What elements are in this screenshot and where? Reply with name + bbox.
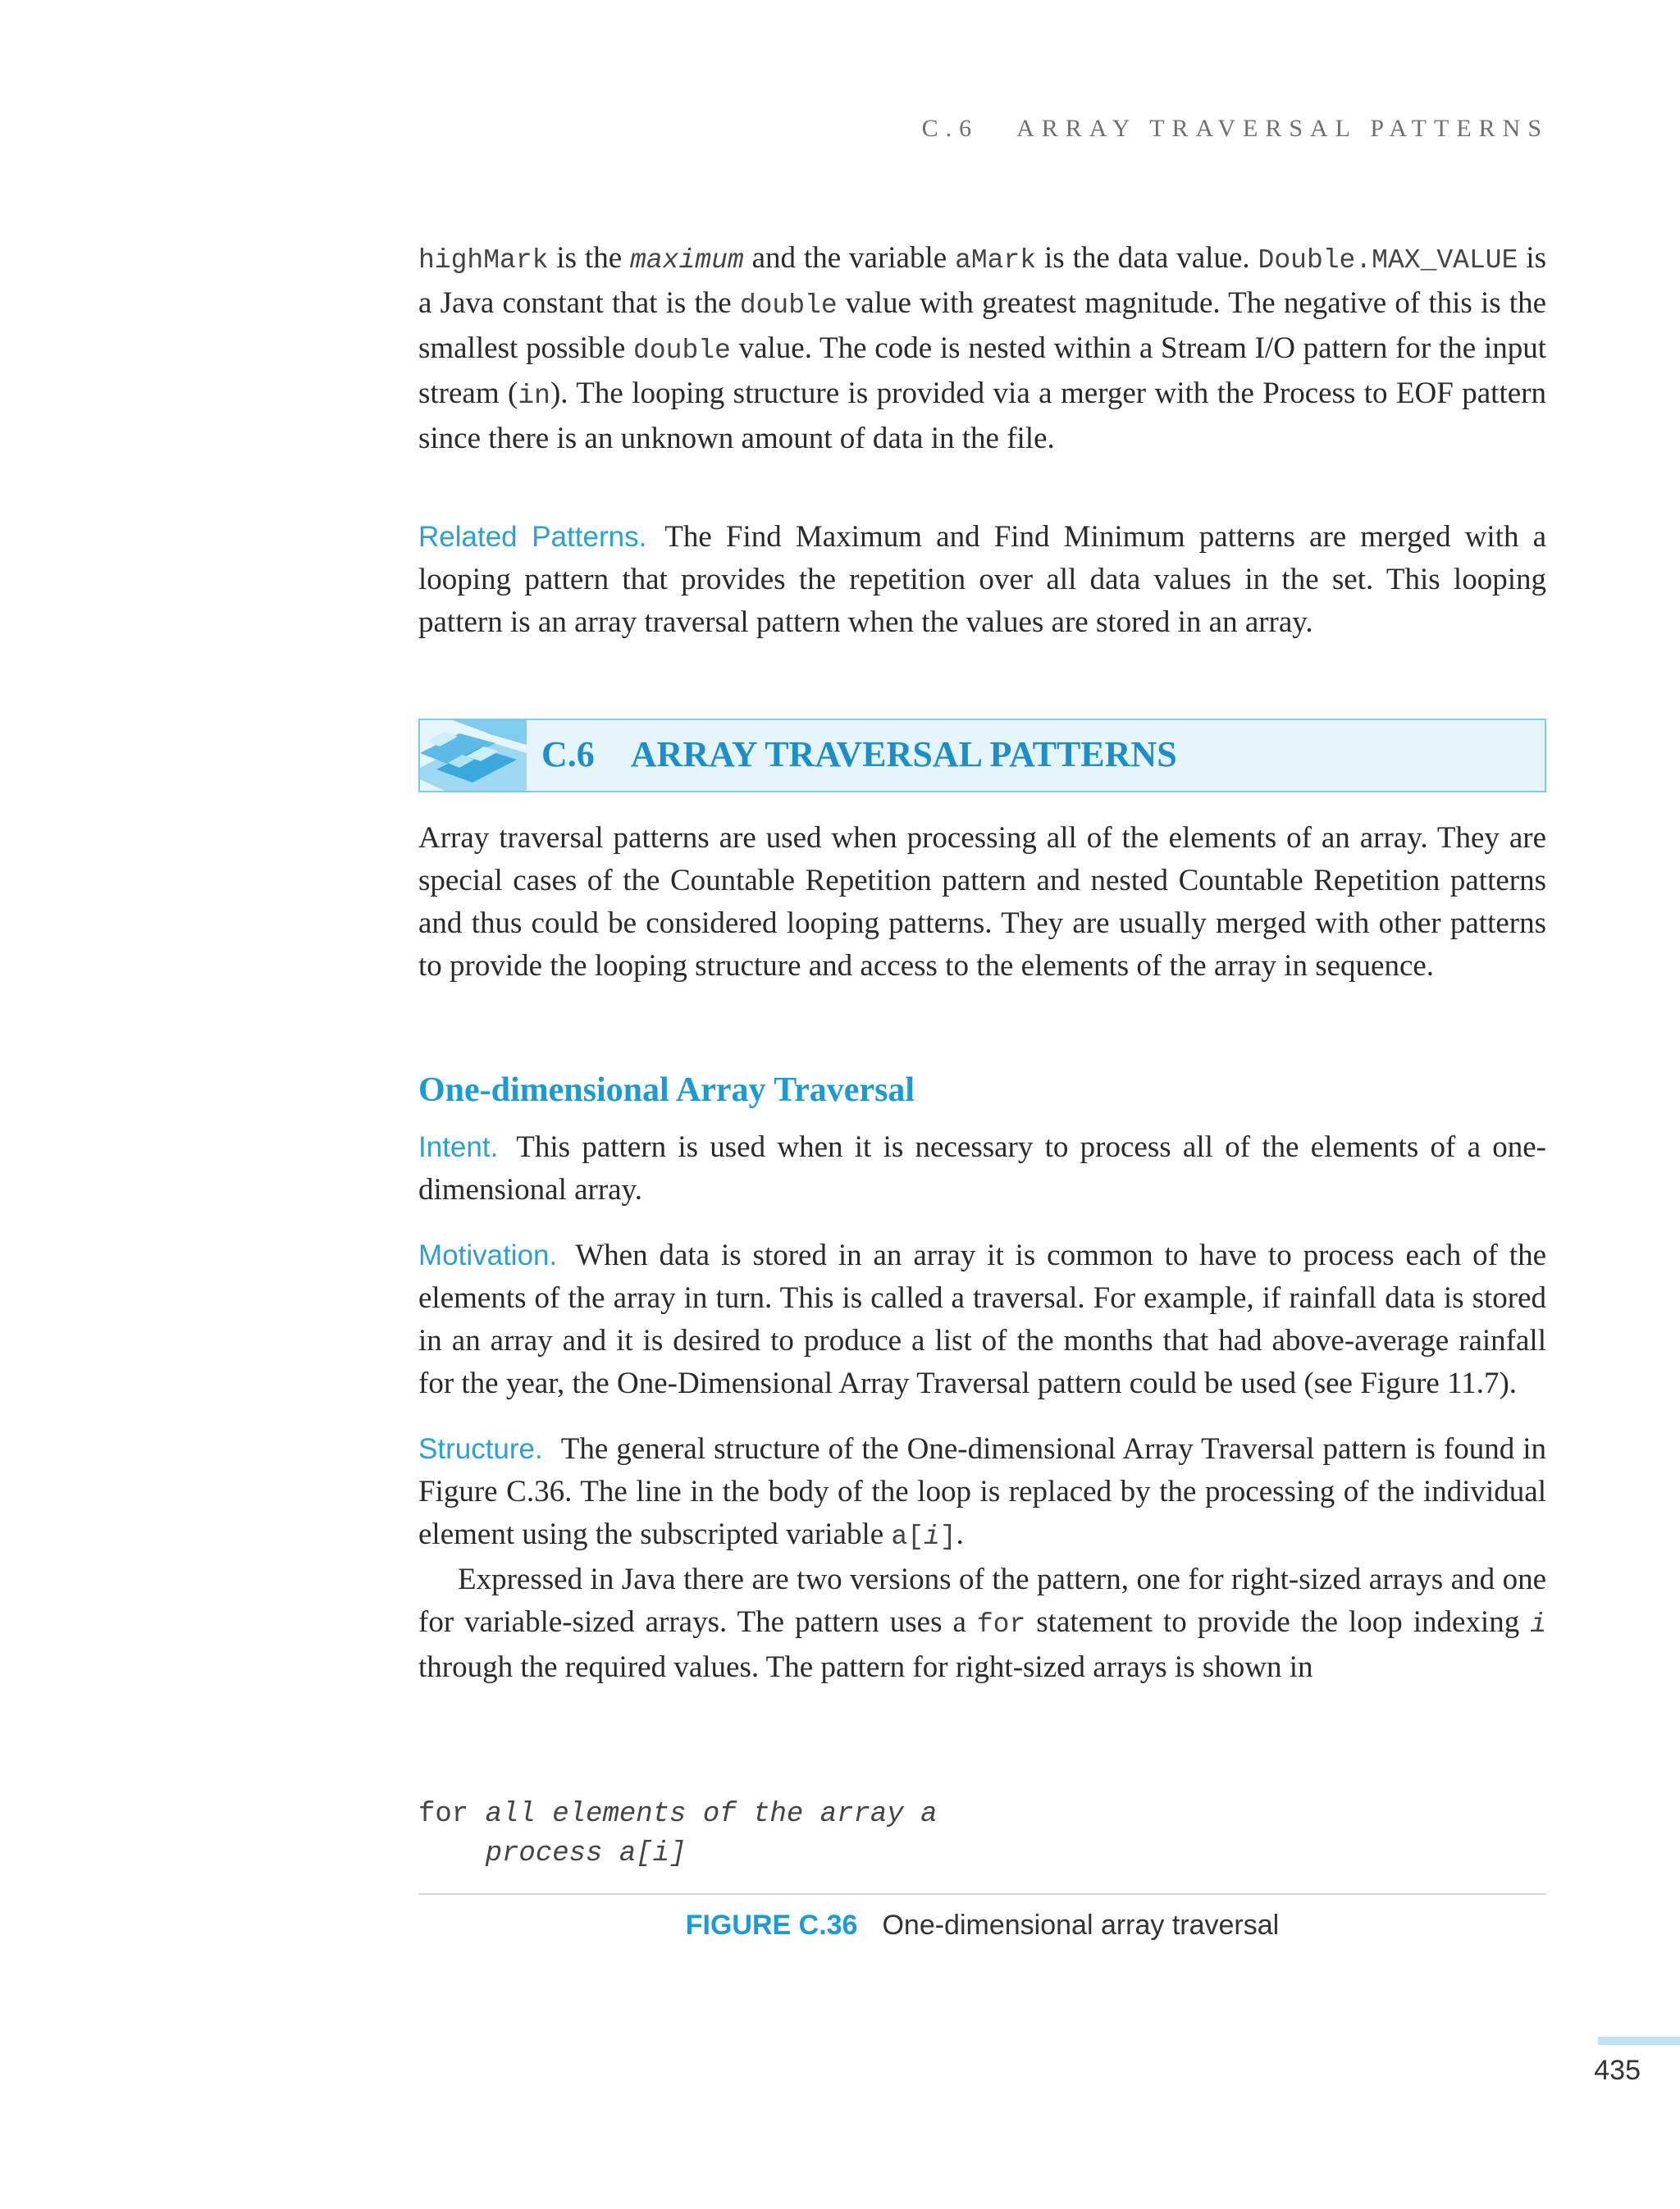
body-column-pattern bbox=[418, 1126, 1546, 1689]
page-tab-marker bbox=[1598, 2037, 1680, 2045]
text-run: Expressed in Java there are two versions of the pattern, one for right-sized arrays and one for variable-sized arrays. The pattern uses a bbox=[418, 1563, 1546, 1639]
code-i: i bbox=[652, 1838, 670, 1869]
code-double: double bbox=[739, 290, 838, 321]
code-bracket: ] bbox=[669, 1838, 687, 1869]
running-head-title: ARRAY TRAVERSAL PATTERNS bbox=[1016, 115, 1549, 142]
text-run: value with greatest magnitude. The negative of this is the smallest possible bbox=[418, 286, 1546, 365]
text-run: and the variable bbox=[743, 241, 956, 275]
related-patterns-text: The Find Maximum and Find Minimum patterns are merged with a looping pattern that provides the repetition over all data values in the set. This looping pattern is an array traversal pattern when the values are stored in an array. bbox=[418, 520, 1546, 639]
subsection-title: One-dimensional Array Traversal bbox=[418, 1071, 915, 1109]
text-run: value. The code is nested within a Stream I/O pattern for the input stream ( bbox=[418, 331, 1547, 410]
structure-text: The general structure of the One-dimensional Array Traversal pattern is found in Figure C.36. The line in the body of the loop is replaced by the processing of the individual element using the subscripted variable bbox=[418, 1432, 1546, 1551]
running-head-section-number: C.6 bbox=[921, 115, 979, 142]
text-run: is the data value. bbox=[1036, 241, 1258, 275]
code-i: i bbox=[924, 1522, 940, 1552]
run-in-heading-motivation: Motivation. bbox=[418, 1239, 558, 1271]
paragraph-section-intro: Array traversal patterns are used when processing all of the elements of an array. They are special cases of the Countable Repetition pattern and nested Countable Repetition patterns and thus could be considered looping patterns. They are usually merged with other patterns to provide the looping structure and access to the elements of the array in sequence. bbox=[418, 821, 1546, 983]
code-figure bbox=[418, 1795, 1546, 1874]
code-double: double bbox=[633, 335, 731, 366]
code-keyword-for: for bbox=[418, 1799, 486, 1830]
run-in-heading-intent: Intent. bbox=[418, 1131, 499, 1163]
run-in-heading-structure: Structure. bbox=[418, 1433, 543, 1465]
code-indent bbox=[418, 1838, 486, 1869]
paragraph-related-patterns bbox=[418, 516, 1546, 644]
figure-caption bbox=[418, 1910, 1546, 1942]
code-i: i bbox=[1530, 1609, 1546, 1640]
paragraph-structure bbox=[418, 1428, 1546, 1559]
running-head bbox=[922, 115, 1549, 143]
body-column-top bbox=[418, 237, 1546, 460]
paragraph-motivation bbox=[418, 1235, 1546, 1405]
code-line-2 bbox=[418, 1834, 1546, 1874]
figure-caption-text: One-dimensional array traversal bbox=[882, 1910, 1280, 1941]
motivation-text: When data is stored in an array it is common to have to process each of the elements of the array in turn. This is called a traversal. For example, if rainfall data is stored in an array and it is desired to produce a list of the months that had above-average rainfall for the year, the One-Dimensional Array Traversal pattern could be used (see Figure 11.7). bbox=[418, 1239, 1546, 1400]
paragraph-expressed-in-java bbox=[418, 1559, 1546, 1689]
code-highmark: highMark bbox=[418, 245, 549, 276]
code-amark: aMark bbox=[955, 245, 1037, 276]
text-run: statement to provide the loop indexing bbox=[1025, 1605, 1531, 1639]
body-column-intro bbox=[418, 817, 1546, 988]
code-loop-description: all elements of the array a bbox=[485, 1799, 938, 1830]
intent-text: This pattern is used when it is necessary to process all of the elements of a one-dimensional array. bbox=[418, 1130, 1546, 1207]
keyboard-graphic-icon bbox=[420, 720, 527, 791]
section-title-text: ARRAY TRAVERSAL PATTERNS bbox=[630, 734, 1177, 774]
section-title bbox=[541, 733, 1177, 775]
code-for: for bbox=[976, 1609, 1026, 1640]
run-in-heading-related-patterns: Related Patterns. bbox=[418, 521, 647, 553]
body-column-related bbox=[418, 516, 1546, 644]
code-in: in bbox=[518, 381, 550, 411]
text-run: is the bbox=[548, 241, 631, 275]
code-bracket: ] bbox=[939, 1522, 956, 1552]
section-banner bbox=[418, 719, 1546, 792]
text-run: ). The looping structure is provided via a merger with the Process to EOF pattern since there is an unknown amount of data in the file. bbox=[418, 377, 1546, 455]
code-process-statement: process a[ bbox=[485, 1838, 653, 1869]
paragraph-intent bbox=[418, 1126, 1546, 1212]
text-run: is a Java constant that is the bbox=[418, 241, 1546, 320]
text-run: through the required values. The pattern for right-sized arrays is shown in bbox=[418, 1650, 1313, 1684]
figure-divider bbox=[418, 1893, 1546, 1895]
figure-label: FIGURE C.36 bbox=[685, 1910, 858, 1941]
text-run: . bbox=[956, 1518, 964, 1551]
code-line-1 bbox=[418, 1795, 1546, 1834]
paragraph-max-description bbox=[418, 237, 1546, 460]
code-double-max-value: Double.MAX_VALUE bbox=[1258, 245, 1518, 276]
section-number: C.6 bbox=[541, 734, 595, 774]
code-maximum: maximum bbox=[630, 245, 744, 276]
code-a-subscript: a[ bbox=[891, 1522, 924, 1552]
page-number: 435 bbox=[1594, 2055, 1641, 2086]
